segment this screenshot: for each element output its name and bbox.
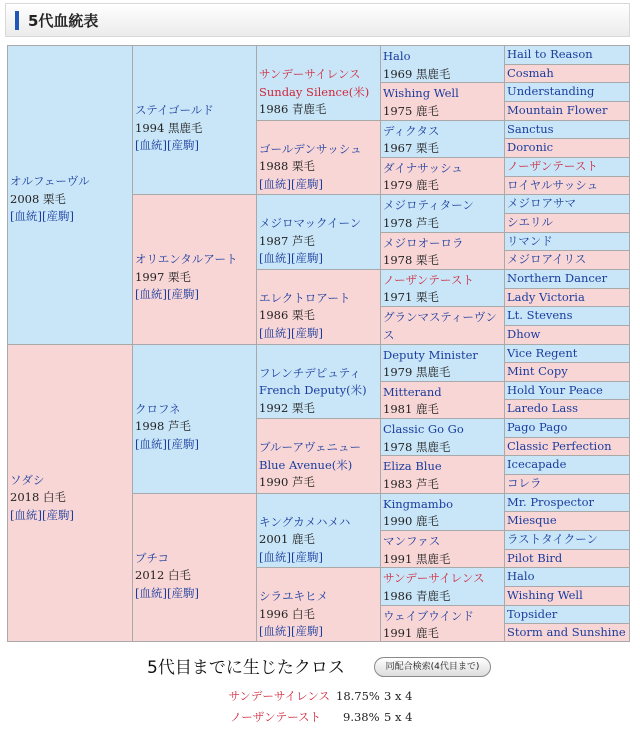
offspring-link[interactable]: [産駒] bbox=[290, 325, 323, 340]
horse-name-link[interactable]: ステイゴールド bbox=[135, 103, 214, 117]
horse-name-link[interactable]: フレンチデピュティ bbox=[259, 365, 361, 380]
coat-color: 芦毛 bbox=[291, 233, 315, 248]
coat-color: 芦毛 bbox=[415, 476, 439, 491]
horse-name-link[interactable]: ラストタイクーン bbox=[507, 532, 598, 547]
pedigree-cell-gen1 bbox=[7, 45, 132, 344]
pedigree-cell-gen5 bbox=[504, 269, 630, 288]
grid-line bbox=[504, 567, 630, 568]
horse-name-link[interactable]: Classic Perfection bbox=[507, 438, 612, 453]
pedigree-cell-gen5 bbox=[504, 194, 630, 213]
pedigree-cell-gen5 bbox=[504, 138, 630, 157]
pedigree-cell-gen5 bbox=[504, 511, 630, 530]
horse-name-link[interactable]: Laredo Lass bbox=[507, 401, 579, 416]
bloodline-link[interactable]: [血統] bbox=[259, 325, 291, 340]
horse-name-link[interactable]: リマンド bbox=[507, 233, 553, 248]
bloodline-link[interactable]: [血統] bbox=[10, 209, 42, 223]
coat-color: 黒鹿毛 bbox=[415, 439, 451, 454]
grid-line bbox=[504, 120, 630, 121]
pedigree-cell-gen5 bbox=[504, 250, 630, 269]
pedigree-cell-gen4 bbox=[380, 306, 504, 343]
cross-item bbox=[160, 689, 330, 704]
offspring-link[interactable]: [産駒] bbox=[290, 251, 323, 266]
coat-color: 鹿毛 bbox=[291, 532, 315, 547]
horse-name-link[interactable]: Lady Victoria bbox=[507, 289, 585, 304]
grid-line bbox=[504, 213, 630, 214]
horse-name-link[interactable]: エレクトロアート bbox=[259, 290, 351, 305]
pedigree-cell-gen5 bbox=[504, 605, 630, 624]
pedigree-cell-gen3 bbox=[256, 194, 380, 269]
bloodline-link[interactable]: [血統] bbox=[259, 176, 291, 191]
pedigree-cell-gen4 bbox=[380, 344, 504, 381]
grid-line bbox=[504, 605, 630, 606]
coat-color: 白毛 bbox=[167, 568, 191, 583]
bloodline-link[interactable]: [血統] bbox=[10, 507, 42, 522]
pedigree-cell-gen4 bbox=[380, 269, 504, 306]
pedigree-cell-gen3 bbox=[256, 418, 380, 493]
grid-line bbox=[504, 381, 630, 382]
coat-color: 栗毛 bbox=[291, 308, 315, 323]
horse-name-link[interactable]: マンファス bbox=[383, 534, 441, 549]
birth-year: 2008 bbox=[10, 191, 40, 206]
birth-year: 1975 bbox=[383, 103, 413, 118]
pedigree-cell-gen5 bbox=[504, 64, 630, 83]
pedigree-cell-gen5 bbox=[504, 176, 630, 195]
offspring-link[interactable]: [産駒] bbox=[290, 624, 323, 639]
horse-name-link[interactable]: ブチコ bbox=[135, 550, 170, 565]
coat-color: 鹿毛 bbox=[415, 626, 439, 641]
pedigree-cell-gen5 bbox=[504, 325, 630, 344]
horse-name-link[interactable]: Eliza Blue bbox=[383, 459, 442, 474]
coat-color: 栗毛 bbox=[415, 290, 439, 305]
horse-name-link[interactable]: Mint Copy bbox=[507, 364, 568, 379]
coat-color: 白毛 bbox=[42, 490, 66, 504]
birth-year-coat bbox=[383, 103, 501, 120]
pedigree-cell-gen5 bbox=[504, 474, 630, 493]
coat-color: 芦毛 bbox=[167, 419, 191, 433]
birth-year: 1992 bbox=[259, 400, 289, 415]
pedigree-cell-gen3 bbox=[256, 567, 380, 642]
cross-title: 5代目までに生じたクロス bbox=[147, 658, 345, 678]
coat-color: 栗毛 bbox=[415, 141, 439, 156]
pedigree-cell-gen5 bbox=[504, 344, 630, 363]
offspring-link[interactable]: [産駒] bbox=[166, 436, 199, 451]
pedigree-cell-gen5 bbox=[504, 437, 630, 456]
horse-name-link[interactable]: ダイナサッシュ bbox=[383, 160, 463, 175]
birth-year-coat bbox=[383, 289, 501, 306]
horse-name-link[interactable]: シラユキヒメ bbox=[259, 589, 328, 604]
horse-name-link[interactable]: Hail to Reason bbox=[507, 47, 593, 61]
birth-year-coat bbox=[383, 177, 501, 194]
grid-line bbox=[504, 138, 630, 139]
grid-line bbox=[504, 362, 630, 363]
pedigree-cell-gen5 bbox=[504, 530, 630, 549]
coat-color: 黒鹿毛 bbox=[167, 120, 203, 135]
pedigree-cell-gen5 bbox=[504, 120, 630, 139]
horse-name-link[interactable]: サンデーサイレンス bbox=[383, 571, 485, 586]
horse-name-link[interactable]: Mr. Prospector bbox=[507, 494, 595, 509]
birth-year: 1991 bbox=[383, 551, 413, 566]
pedigree-cell-gen5 bbox=[504, 399, 630, 418]
birth-year: 1987 bbox=[259, 233, 289, 248]
birth-year-coat bbox=[259, 400, 377, 418]
birth-year-coat bbox=[383, 252, 501, 269]
cross-generation: 5 x 4 bbox=[384, 710, 413, 724]
cross-percent: 18.75% bbox=[336, 689, 380, 703]
horse-name-link[interactable]: Icecapade bbox=[507, 457, 567, 472]
horse-name-link[interactable]: Storm and Sunshine bbox=[507, 625, 626, 640]
birth-year: 1978 bbox=[383, 215, 413, 230]
birth-year-coat bbox=[135, 418, 253, 436]
bloodline-link[interactable]: [血統] bbox=[259, 624, 291, 639]
grid-line bbox=[504, 549, 630, 550]
pedigree-cell-gen4 bbox=[380, 455, 504, 492]
birth-year-coat bbox=[383, 364, 501, 381]
birth-year: 1988 bbox=[259, 159, 289, 174]
grid-line bbox=[504, 418, 630, 419]
cross-item bbox=[160, 710, 321, 725]
grid-line bbox=[504, 232, 630, 233]
horse-name-link[interactable]: Mitterand bbox=[383, 384, 442, 399]
birth-year-coat bbox=[10, 489, 129, 507]
horse-name-link[interactable]: クロフネ bbox=[135, 401, 181, 416]
horse-name-link[interactable]: Dhow bbox=[507, 326, 541, 341]
offspring-link[interactable]: [産駒] bbox=[290, 549, 323, 564]
birth-year-coat bbox=[383, 439, 501, 456]
birth-year-coat bbox=[383, 625, 501, 642]
birth-year-coat bbox=[135, 120, 253, 138]
birth-year: 1979 bbox=[383, 365, 413, 379]
pedigree-cell-gen5 bbox=[504, 623, 630, 642]
birth-year-coat bbox=[259, 606, 377, 624]
grid-line bbox=[504, 176, 630, 177]
pedigree-links bbox=[259, 549, 377, 567]
pedigree-cell-gen5 bbox=[504, 567, 630, 586]
pedigree-cell-gen3 bbox=[256, 344, 380, 419]
pedigree-cell-gen5 bbox=[504, 362, 630, 381]
pedigree-cell-gen5 bbox=[504, 455, 630, 474]
pedigree-cell-gen5 bbox=[504, 232, 630, 251]
horse-name-link[interactable]: Vice Regent bbox=[507, 345, 578, 360]
pedigree-links bbox=[259, 325, 377, 343]
birth-year: 1990 bbox=[259, 475, 289, 490]
horse-name-link[interactable]: シエリル bbox=[507, 214, 553, 229]
coat-color: 栗毛 bbox=[291, 400, 315, 415]
birth-year: 2001 bbox=[259, 532, 289, 547]
pedigree-cell-gen2 bbox=[132, 493, 256, 642]
birth-year: 1979 bbox=[383, 178, 413, 193]
bloodline-link[interactable]: [血統] bbox=[135, 585, 167, 600]
offspring-link[interactable]: [産駒] bbox=[41, 209, 74, 223]
offspring-link[interactable]: [産駒] bbox=[166, 287, 199, 302]
bloodline-link[interactable]: [血統] bbox=[259, 549, 291, 564]
pedigree-cell-gen5 bbox=[504, 549, 630, 568]
horse-name-link[interactable]: オリエンタルアート bbox=[135, 252, 238, 267]
horse-name-link[interactable]: Deputy Minister bbox=[383, 347, 478, 362]
horse-name-link[interactable]: メジロマックイーン bbox=[259, 216, 362, 231]
grid-line bbox=[504, 82, 630, 83]
birth-year: 1978 bbox=[383, 439, 413, 454]
pedigree-cell-gen5 bbox=[504, 586, 630, 605]
section-header bbox=[5, 3, 630, 37]
birth-year-coat bbox=[383, 513, 501, 530]
horse-name-link[interactable]: Topsider bbox=[507, 606, 558, 621]
section-title: 5代血統表 bbox=[28, 12, 99, 30]
horse-name-link[interactable]: Classic Go Go bbox=[383, 422, 464, 437]
pedigree-cell-gen5 bbox=[504, 157, 630, 176]
pedigree-cell-gen4 bbox=[380, 157, 504, 194]
pedigree-cell-gen2 bbox=[132, 344, 256, 493]
coat-color: 青鹿毛 bbox=[291, 102, 327, 116]
birth-year: 1998 bbox=[135, 419, 165, 433]
horse-name-link[interactable]: Hold Your Peace bbox=[507, 382, 603, 397]
birth-year-coat bbox=[383, 215, 501, 232]
birth-year: 1971 bbox=[383, 290, 413, 305]
grid-line bbox=[504, 306, 630, 307]
horse-name-link[interactable]: ノーザンテースト bbox=[507, 158, 598, 173]
horse-name-link[interactable]: ウェイブウインド bbox=[383, 608, 474, 623]
coat-color: 栗毛 bbox=[415, 253, 439, 268]
horse-name-link[interactable]: Wishing Well bbox=[507, 588, 583, 603]
grid-line bbox=[504, 586, 630, 587]
horse-name-link[interactable]: Wishing Well bbox=[383, 86, 459, 101]
grid-line bbox=[504, 493, 630, 494]
cross-horse-name[interactable]: ノーザンテースト bbox=[230, 710, 321, 724]
bloodline-link[interactable]: [血統] bbox=[135, 287, 167, 302]
horse-name-link[interactable]: メジロアサマ bbox=[507, 196, 576, 211]
horse-name-link[interactable]: Kingmambo bbox=[383, 496, 453, 511]
pedigree-cell-gen3 bbox=[256, 120, 380, 195]
coat-color: 白毛 bbox=[291, 606, 315, 621]
pedigree-cell-gen5 bbox=[504, 418, 630, 437]
pedigree-cell-gen4 bbox=[380, 605, 504, 642]
coat-color: 芦毛 bbox=[291, 475, 315, 490]
pedigree-cell-gen2 bbox=[132, 45, 256, 194]
bloodline-link[interactable]: [血統] bbox=[259, 251, 291, 266]
grid-line bbox=[504, 64, 630, 65]
pedigree-cell-gen4 bbox=[380, 232, 504, 269]
birth-year: 1986 bbox=[259, 102, 289, 116]
horse-name-link[interactable]: オルフェーヴル bbox=[10, 174, 90, 188]
coat-color: 芦毛 bbox=[415, 215, 439, 230]
birth-year: 2018 bbox=[10, 490, 40, 504]
horse-english-name-link[interactable]: Sunday Silence(米) bbox=[259, 84, 370, 99]
birth-year: 1983 bbox=[383, 476, 413, 491]
bloodline-link[interactable]: [血統] bbox=[135, 436, 167, 451]
grid-line bbox=[504, 530, 630, 531]
grid-line bbox=[504, 194, 630, 195]
horse-name-link[interactable]: Halo bbox=[383, 49, 411, 63]
pedigree-cell-gen4 bbox=[380, 530, 504, 567]
horse-name-link[interactable]: Miesque bbox=[507, 513, 557, 528]
grid-line bbox=[504, 101, 630, 102]
birth-year: 1978 bbox=[383, 253, 413, 268]
birth-year-coat bbox=[383, 140, 501, 157]
birth-year-coat bbox=[135, 269, 253, 287]
birth-year: 1981 bbox=[383, 402, 413, 417]
horse-name-link[interactable]: サンデーサイレンス bbox=[259, 67, 361, 81]
birth-year-coat bbox=[383, 401, 501, 418]
grid-line bbox=[504, 288, 630, 289]
pedigree-cell-gen3 bbox=[256, 269, 380, 344]
horse-name-link[interactable]: コレラ bbox=[507, 476, 542, 491]
grid-line bbox=[504, 325, 630, 326]
horse-name-link[interactable]: ゴールデンサッシュ bbox=[259, 141, 362, 156]
pedigree-cell-gen4 bbox=[380, 418, 504, 455]
horse-name-link[interactable]: Understanding bbox=[507, 84, 595, 99]
coat-color: 鹿毛 bbox=[415, 178, 439, 193]
birth-year-coat bbox=[259, 307, 377, 325]
pedigree-cell-gen2 bbox=[132, 194, 256, 343]
coat-color: 黒鹿毛 bbox=[415, 551, 451, 566]
cross-horse-name[interactable]: サンデーサイレンス bbox=[228, 689, 330, 703]
pedigree-links bbox=[135, 436, 253, 454]
grid-line bbox=[504, 455, 630, 456]
pedigree-table bbox=[7, 45, 630, 642]
coat-color: 鹿毛 bbox=[415, 103, 439, 118]
pedigree-cell-gen4 bbox=[380, 82, 504, 119]
offspring-link[interactable]: [産駒] bbox=[166, 138, 199, 152]
offspring-link[interactable]: [産駒] bbox=[290, 176, 323, 191]
horse-name-link[interactable]: メジロアイリス bbox=[507, 252, 587, 267]
birth-year: 1967 bbox=[383, 141, 413, 156]
pedigree-links bbox=[259, 250, 377, 268]
birth-year: 1997 bbox=[135, 269, 165, 284]
pedigree-cell-gen3 bbox=[256, 493, 380, 568]
horse-name-link[interactable]: キングカメハメハ bbox=[259, 514, 351, 529]
pedigree-cell-gen5 bbox=[504, 45, 630, 64]
horse-name-link[interactable]: ノーザンテースト bbox=[383, 272, 474, 287]
pedigree-links bbox=[135, 286, 253, 304]
pedigree-cell-gen4 bbox=[380, 493, 504, 530]
birth-year-coat bbox=[383, 476, 501, 493]
pedigree-links bbox=[10, 507, 129, 525]
pedigree-cell-gen4 bbox=[380, 120, 504, 157]
grid-line bbox=[504, 474, 630, 475]
pedigree-cell-gen5 bbox=[504, 82, 630, 101]
pedigree-cell-gen3 bbox=[256, 45, 380, 120]
birth-year: 1994 bbox=[135, 120, 165, 135]
birth-year-coat bbox=[259, 233, 377, 251]
birth-year: 2012 bbox=[135, 568, 165, 583]
horse-name-link[interactable]: Northern Dancer bbox=[507, 270, 608, 285]
birth-year: 1969 bbox=[383, 66, 413, 81]
pedigree-links bbox=[259, 176, 377, 194]
birth-year: 1991 bbox=[383, 626, 413, 641]
birth-year: 1996 bbox=[259, 606, 289, 621]
horse-name-link[interactable]: Mountain Flower bbox=[507, 102, 608, 117]
horse-english-name-link[interactable]: French Deputy(米) bbox=[259, 383, 367, 397]
horse-name-link[interactable]: Doronic bbox=[507, 140, 554, 155]
cross-generation: 3 x 4 bbox=[384, 689, 413, 703]
pedigree-cell-gen5 bbox=[504, 288, 630, 307]
birth-year-coat bbox=[259, 101, 377, 119]
pedigree-cell-gen4 bbox=[380, 381, 504, 418]
horse-name-link[interactable]: ディクタス bbox=[383, 123, 440, 138]
grid-line bbox=[504, 157, 630, 158]
grid-line bbox=[504, 269, 630, 270]
pedigree-cell-gen5 bbox=[504, 306, 630, 325]
birth-year-coat bbox=[383, 588, 501, 605]
horse-name-link[interactable]: Sanctus bbox=[507, 121, 554, 136]
coat-color: 黒鹿毛 bbox=[415, 66, 451, 81]
pedigree-links bbox=[135, 137, 253, 155]
horse-english-name-link[interactable]: Blue Avenue(米) bbox=[259, 457, 353, 472]
pedigree-cell-gen4 bbox=[380, 567, 504, 604]
coat-color: 栗毛 bbox=[42, 191, 66, 206]
coat-color: 栗毛 bbox=[167, 269, 191, 284]
pedigree-links bbox=[259, 623, 377, 641]
pedigree-cell-gen4 bbox=[380, 194, 504, 231]
coat-color: 鹿毛 bbox=[415, 402, 439, 417]
birth-year-coat bbox=[259, 531, 377, 549]
birth-year-coat bbox=[383, 66, 501, 83]
pedigree-cell-gen1 bbox=[7, 344, 132, 643]
bloodline-link[interactable]: [血統] bbox=[135, 138, 167, 152]
birth-year-coat bbox=[259, 158, 377, 176]
birth-year: 1986 bbox=[383, 588, 413, 603]
birth-year: 1990 bbox=[383, 514, 413, 529]
horse-name-link[interactable]: ソダシ bbox=[10, 472, 45, 487]
birth-year-coat bbox=[135, 567, 253, 585]
horse-name-link[interactable]: Halo bbox=[507, 569, 535, 584]
horse-name-link[interactable]: Lt. Stevens bbox=[507, 308, 573, 323]
birth-year-coat bbox=[383, 551, 501, 568]
grid-line bbox=[504, 399, 630, 400]
grid-line bbox=[504, 623, 630, 624]
pedigree-cell-gen5 bbox=[504, 381, 630, 400]
same-mating-search-button[interactable]: 同配合検索(4代目まで) bbox=[374, 657, 491, 677]
cross-percent: 9.38% bbox=[343, 710, 380, 724]
grid-line bbox=[504, 250, 630, 251]
grid-line bbox=[504, 344, 630, 345]
offspring-link[interactable]: [産駒] bbox=[41, 507, 74, 522]
pedigree-cell-gen4 bbox=[380, 45, 504, 82]
horse-name-link[interactable]: Pago Pago bbox=[507, 420, 568, 435]
horse-name-link[interactable]: Cosmah bbox=[507, 65, 554, 80]
pedigree-cell-gen5 bbox=[504, 213, 630, 232]
horse-name-link[interactable]: ロイヤルサッシュ bbox=[507, 177, 599, 192]
grid-line bbox=[504, 437, 630, 438]
grid-line bbox=[504, 511, 630, 512]
header-accent-bar bbox=[15, 11, 19, 30]
horse-name-link[interactable]: メジロオーロラ bbox=[383, 235, 464, 250]
horse-name-link[interactable]: メジロティターン bbox=[383, 198, 474, 213]
offspring-link[interactable]: [産駒] bbox=[166, 585, 199, 600]
pedigree-cell-gen5 bbox=[504, 493, 630, 512]
birth-year: 1986 bbox=[259, 308, 289, 323]
horse-name-link[interactable]: ブルーアヴェニュー bbox=[259, 440, 362, 455]
horse-name-link[interactable]: Pilot Bird bbox=[507, 550, 563, 565]
coat-color: 黒鹿毛 bbox=[415, 365, 451, 379]
birth-year-coat bbox=[259, 474, 377, 492]
coat-color: 栗毛 bbox=[291, 159, 315, 174]
pedigree-links bbox=[10, 208, 129, 226]
pedigree-cell-gen5 bbox=[504, 101, 630, 120]
grid-line bbox=[7, 45, 630, 46]
pedigree-links bbox=[135, 585, 253, 603]
coat-color: 鹿毛 bbox=[415, 514, 439, 529]
grid-line bbox=[7, 641, 630, 642]
birth-year-coat bbox=[10, 191, 129, 209]
horse-name-link[interactable]: グランマスティーヴンス bbox=[383, 310, 497, 342]
coat-color: 青鹿毛 bbox=[415, 588, 451, 603]
